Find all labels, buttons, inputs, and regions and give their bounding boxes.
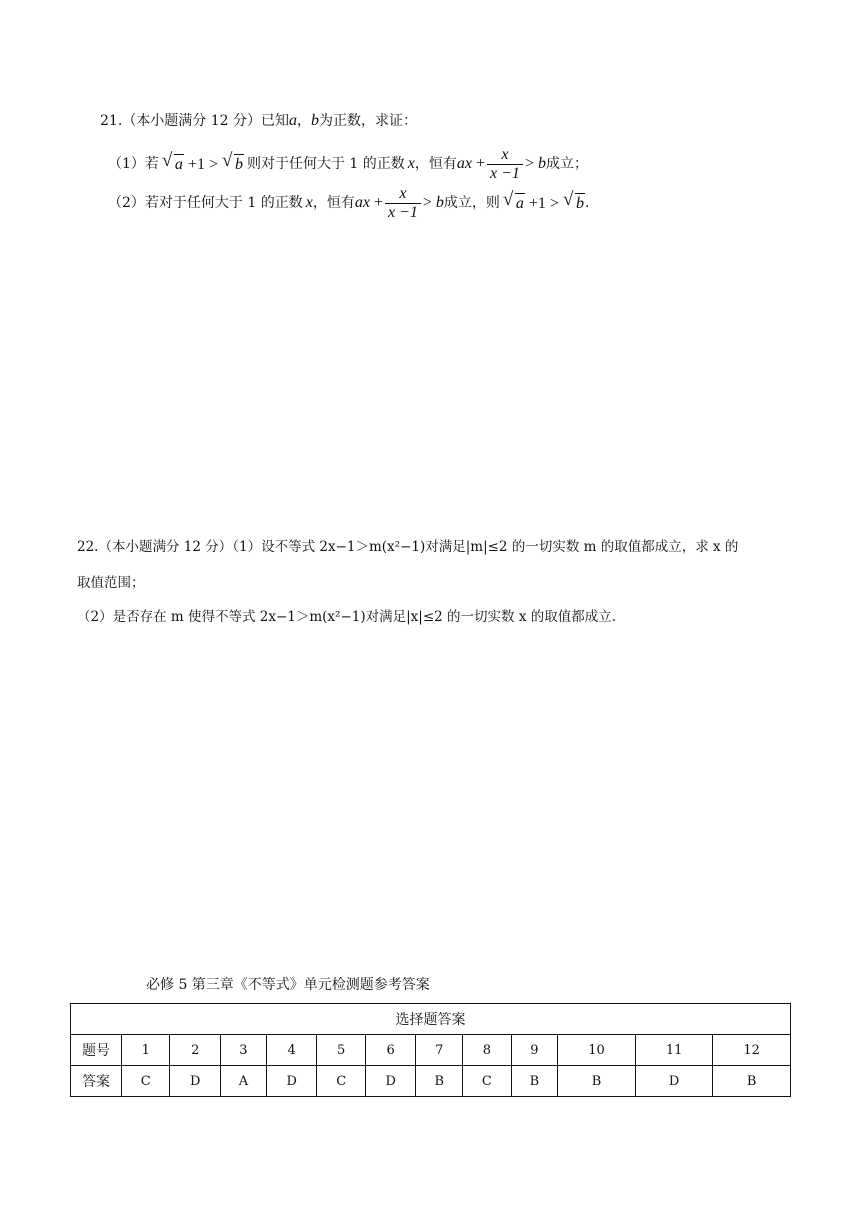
q21-p2-var-x: x — [305, 194, 313, 211]
answer-table — [70, 1003, 791, 1097]
answer-value: D — [365, 1066, 416, 1097]
q21-part1 — [108, 144, 588, 184]
question-number: 3 — [220, 1035, 266, 1066]
q21-p1-cond-text: 则对于任何大于 1 的正数 — [246, 156, 405, 172]
q21-p2-inequality: ax + $\frac{x}{x -1}$ > b — [354, 184, 444, 221]
q21-var-a: a — [288, 112, 297, 129]
answer-value: A — [220, 1066, 266, 1097]
answer-value: B — [416, 1066, 463, 1097]
q21-p1-inequality: ax + $\frac{x}{x -1}$ > b — [456, 145, 546, 182]
q21-p1-condition: √ a +1 > √ b — [162, 154, 244, 175]
row-label-number: 题号 — [71, 1035, 122, 1066]
q21-p2-conclusion: √ a +1 > √ b — [503, 193, 585, 214]
answer-value: C — [463, 1066, 511, 1097]
row-label-answer: 答案 — [71, 1066, 122, 1097]
question-number: 6 — [365, 1035, 416, 1066]
question-number: 8 — [463, 1035, 511, 1066]
answer-table-header-row — [71, 1004, 791, 1035]
question-number: 5 — [317, 1035, 365, 1066]
q21-p2-mid: ，恒有 — [312, 195, 355, 211]
answer-key-title: 必修 5 第三章《不等式》单元检测题参考答案 — [146, 977, 430, 993]
answer-value: C — [317, 1066, 365, 1097]
q21-p2-tail: 成立，则 — [443, 195, 500, 211]
q21-sep: ， — [296, 113, 311, 129]
answer-table-number-row — [71, 1035, 791, 1066]
q22-line3: （2）是否存在 m 使得不等式 2x−1＞m(x²−1)对满足|x|≤2 的一切实数 x 的取值都成立. — [77, 609, 617, 625]
question-number: 4 — [266, 1035, 317, 1066]
answer-value: B — [713, 1066, 791, 1097]
q21-p1-var-x: x — [407, 155, 415, 172]
answer-table-answer-row — [71, 1066, 791, 1097]
q21-p1-tail: 成立； — [545, 156, 588, 172]
answer-value: D — [170, 1066, 221, 1097]
answer-value: C — [122, 1066, 170, 1097]
answer-value: B — [511, 1066, 558, 1097]
q21-p2-label: （2）若对于任何大于 1 的正数 — [108, 195, 303, 211]
q21-p2-end: . — [584, 195, 590, 211]
answer-value: D — [635, 1066, 713, 1097]
question-number: 9 — [511, 1035, 558, 1066]
q21-header-tail: 为正数，求证： — [318, 113, 417, 129]
q21-header — [100, 111, 417, 131]
question-number: 1 — [122, 1035, 170, 1066]
answer-table-section: 选择题答案 — [71, 1004, 791, 1035]
question-number: 12 — [713, 1035, 791, 1066]
q21-part2 — [108, 183, 589, 223]
answer-value: B — [558, 1066, 636, 1097]
q21-p1-mid: ，恒有 — [414, 156, 457, 172]
q22-line1: 22.（本小题满分 12 分）（1）设不等式 2x−1＞m(x²−1)对满足|m|≤2 的一切实数 m 的取值都成立，求 x 的 — [77, 539, 739, 555]
q22-line2: 取值范围； — [77, 575, 145, 591]
question-number: 2 — [170, 1035, 221, 1066]
q21-p1-label: （1）若 — [108, 156, 159, 172]
question-number: 10 — [558, 1035, 636, 1066]
answer-value: D — [266, 1066, 317, 1097]
question-number: 11 — [635, 1035, 713, 1066]
question-number: 7 — [416, 1035, 463, 1066]
q21-var-b: b — [310, 112, 319, 129]
q21-header-text: 21.（本小题满分 12 分）已知 — [100, 113, 289, 129]
